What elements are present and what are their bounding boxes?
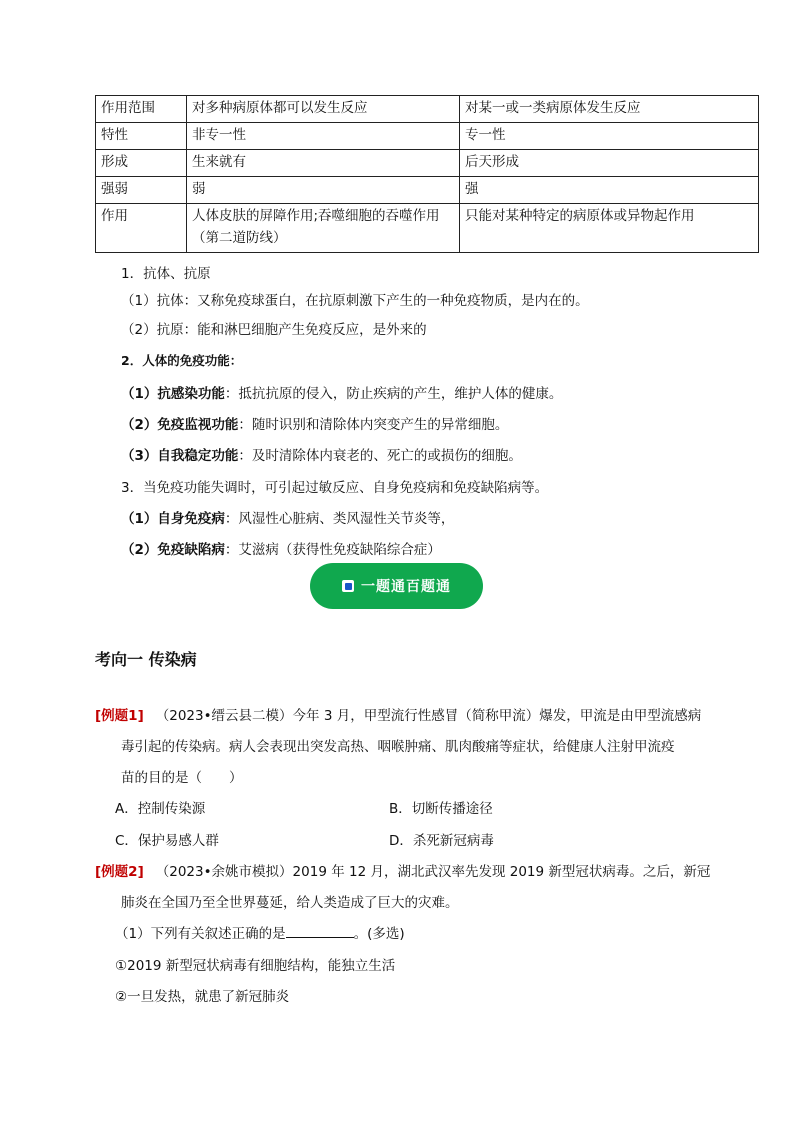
- statement-item: ②一旦发热，就患了新冠肺炎: [115, 989, 290, 1005]
- term: （2）免疫监视功能: [121, 417, 239, 433]
- example-text: 苗的目的是（ ）: [121, 770, 243, 786]
- table-row: [96, 204, 759, 253]
- definition: ：风湿性心脏病、类风湿性关节炎等，: [224, 511, 455, 527]
- statement-item: ①2019 新型冠状病毒有细胞结构，能独立生活: [115, 958, 396, 974]
- option-d: D．杀死新冠病毒: [389, 833, 494, 849]
- question-text: （1）下列有关叙述正确的是: [115, 926, 286, 942]
- table-cell: 专一性: [460, 123, 759, 150]
- table-cell: 形成: [96, 150, 187, 177]
- definition: ：抵抗抗原的侵入，防止疾病的产生，维护人体的健康。: [224, 386, 563, 402]
- term: （1）自身免疫病: [121, 511, 225, 527]
- table-row: [96, 96, 759, 123]
- table-cell: 弱: [187, 177, 460, 204]
- term: （3）自我稳定功能: [121, 448, 239, 464]
- table-row: [96, 177, 759, 204]
- term: （2）免疫缺陷病: [121, 542, 225, 558]
- table-cell: 生来就有: [187, 150, 460, 177]
- question-text: 。(多选): [353, 926, 405, 942]
- table-cell: 后天形成: [460, 150, 759, 177]
- note-line: [121, 413, 508, 433]
- answer-blank: [286, 925, 354, 938]
- table-cell: 人体皮肤的屏障作用;吞噬细胞的吞噬作用（第二道防线）: [187, 204, 460, 253]
- table-cell: 作用: [96, 204, 187, 253]
- example-text: （2023•缙云县二模）今年 3 月，甲型流行性感冒（简称甲流）爆发，甲流是由甲型流感病: [155, 708, 702, 724]
- table-cell: 对某一或一类病原体发生反应: [460, 96, 759, 123]
- note-line: [121, 507, 454, 527]
- example-text: （2023•余姚市模拟）2019 年 12 月，湖北武汉率先发现 2019 新型冠状病毒。之后，新冠: [155, 864, 711, 880]
- note-line: （2）抗原：能和淋巴细胞产生免疫反应，是外来的: [121, 322, 427, 338]
- note-line: [121, 444, 522, 464]
- book-icon: [342, 580, 354, 592]
- option-b: B．切断传播途径: [389, 801, 493, 817]
- one-question-button[interactable]: [310, 563, 483, 609]
- table-cell: 强: [460, 177, 759, 204]
- table-cell: 对多种病原体都可以发生反应: [187, 96, 460, 123]
- term: （1）抗感染功能: [121, 386, 225, 402]
- table-cell: 只能对某种特定的病原体或异物起作用: [460, 204, 759, 253]
- option-c: C．保护易感人群: [115, 833, 219, 849]
- comparison-table: [95, 95, 759, 253]
- table-cell: 非专一性: [187, 123, 460, 150]
- note-line: （1）抗体：又称免疫球蛋白，在抗原刺激下产生的一种免疫物质，是内在的。: [121, 293, 589, 309]
- section-title: 考向一 传染病: [95, 650, 197, 669]
- definition: ：及时清除体内衰老的、死亡的或损伤的细胞。: [238, 448, 522, 464]
- definition: ：随时识别和清除体内突变产生的异常细胞。: [238, 417, 509, 433]
- example-text: 肺炎在全国乃至全世界蔓延，给人类造成了巨大的灾难。: [121, 895, 459, 911]
- example-tag: [例题2]: [95, 864, 144, 880]
- table-row: [96, 150, 759, 177]
- example-1-line: [95, 704, 701, 724]
- note-heading: 3．当免疫功能失调时，可引起过敏反应、自身免疫病和免疫缺陷病等。: [121, 480, 549, 496]
- definition: ：艾滋病（获得性免疫缺陷综合症）: [224, 542, 441, 558]
- button-label: 一题通百题通: [361, 579, 451, 595]
- table-cell: 作用范围: [96, 96, 187, 123]
- note-heading: 1．抗体、抗原: [121, 266, 211, 282]
- note-heading: 2．人体的免疫功能：: [121, 353, 243, 368]
- note-line: [121, 538, 441, 558]
- option-a: A．控制传染源: [115, 801, 206, 817]
- table-cell: 强弱: [96, 177, 187, 204]
- example-tag: [例题1]: [95, 708, 144, 724]
- example-text: 毒引起的传染病。病人会表现出突发高热、咽喉肿痛、肌肉酸痛等症状，给健康人注射甲流疫: [121, 739, 675, 755]
- table-row: [96, 123, 759, 150]
- example-2-line: [95, 860, 710, 880]
- note-line: [121, 382, 562, 402]
- question-line: [115, 922, 405, 942]
- table-cell: 特性: [96, 123, 187, 150]
